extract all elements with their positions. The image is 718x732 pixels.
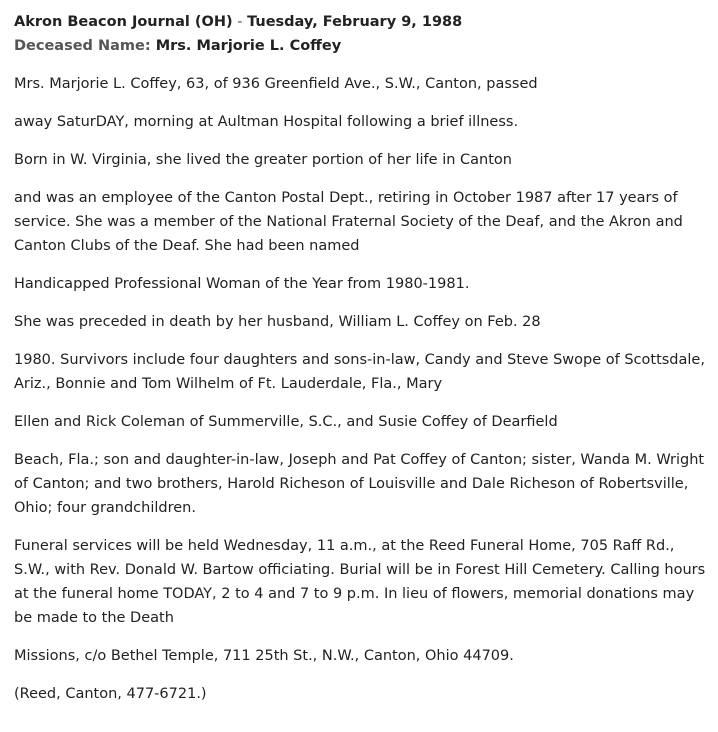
deceased-label: Deceased Name: (14, 38, 151, 54)
source-line (14, 10, 708, 34)
paragraph: She was preceded in death by her husband, William L. Coffey on Feb. 28 (14, 314, 541, 330)
newspaper-name: Akron Beacon Journal (OH) (14, 14, 233, 30)
paragraph: (Reed, Canton, 477-6721.) (14, 686, 207, 702)
paragraph: Born in W. Virginia, she lived the greater portion of her life in Canton (14, 152, 512, 168)
paragraph: Ellen and Rick Coleman of Summerville, S.C., and Susie Coffey of Dearfield (14, 414, 558, 430)
header-separator: - (237, 14, 243, 30)
paragraph: and was an employee of the Canton Postal Dept., retiring in October 1987 after 17 years of service. She was a member of the National Fraternal Society of the Deaf, and the Akron and Canton Clubs of the Deaf. She had been named (14, 190, 683, 254)
publication-date: Tuesday, February 9, 1988 (247, 14, 463, 30)
paragraph: Mrs. Marjorie L. Coffey, 63, of 936 Greenfield Ave., S.W., Canton, passed (14, 76, 538, 92)
obituary-body (14, 72, 708, 706)
record-header (14, 10, 708, 58)
deceased-line (14, 34, 708, 58)
paragraph: 1980. Survivors include four daughters and sons-in-law, Candy and Steve Swope of Scottsdale, Ariz., Bonnie and Tom Wilhelm of Ft. Lauderdale, Fla., Mary (14, 352, 705, 392)
paragraph: Missions, c/o Bethel Temple, 711 25th St., N.W., Canton, Ohio 44709. (14, 648, 514, 664)
paragraph: Handicapped Professional Woman of the Year from 1980-1981. (14, 276, 470, 292)
deceased-name: Mrs. Marjorie L. Coffey (155, 38, 342, 54)
paragraph: away SaturDAY, morning at Aultman Hospital following a brief illness. (14, 114, 519, 130)
paragraph: Beach, Fla.; son and daughter-in-law, Joseph and Pat Coffey of Canton; sister, Wanda M. Wright of Canton; and two brothers, Harold Richeson of Louisville and Dale Richeson of Robertsville, Ohio; four grandchildren. (14, 452, 705, 516)
paragraph: Funeral services will be held Wednesday, 11 a.m., at the Reed Funeral Home, 705 Raff Rd., S.W., with Rev. Donald W. Bartow officiating. Burial will be in Forest Hill Cemetery. Calling hours at the funeral home TODAY, 2 to 4 and 7 to 9 p.m. In lieu of flowers, memorial donations may be made to the Death (14, 538, 706, 626)
